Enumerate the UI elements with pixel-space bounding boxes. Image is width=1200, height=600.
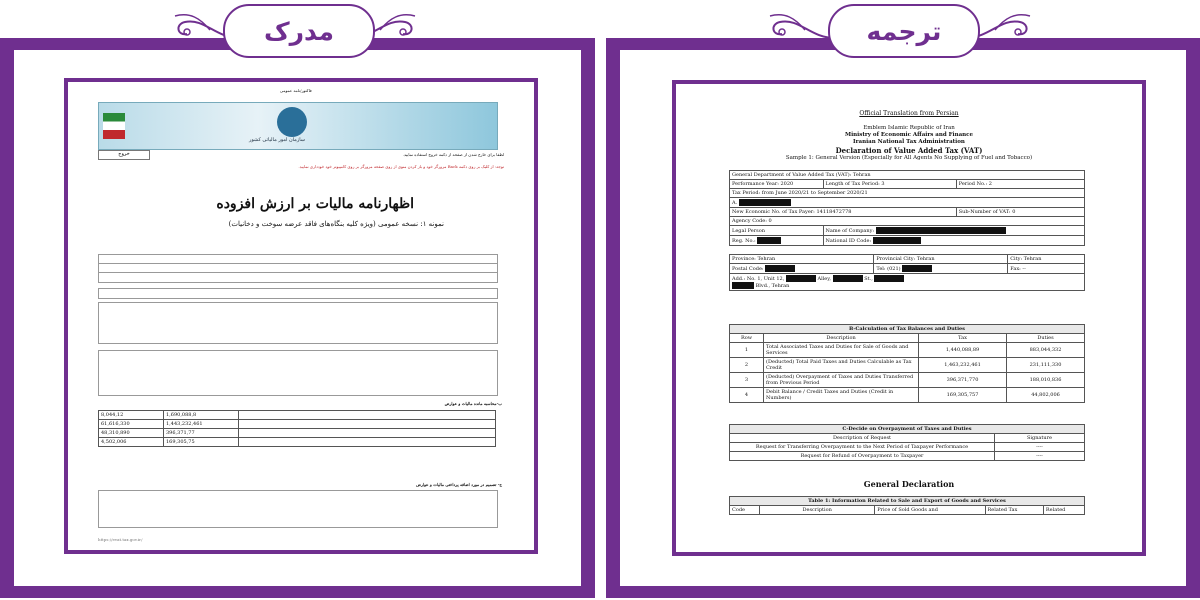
reg-no-label: Reg. No.: [732, 238, 756, 244]
b-row [730, 373, 1085, 388]
redacted-block [786, 275, 816, 282]
tax-banner [98, 102, 498, 150]
b-cell-tax: 169,305,757 [919, 388, 1007, 403]
address-table [729, 254, 1085, 291]
economic-no: New Economic No. of Tax Payer: 14118472778 [730, 208, 957, 217]
c-cell-description: Request for Refund of Overpayment to Taxpayer [730, 452, 995, 461]
amount-duties: 4,502,006 [99, 438, 164, 447]
period-length: Length of Tax Period: 3 [823, 180, 956, 189]
translation-line-1: Official Translation from Persian [859, 110, 959, 117]
fax: Fax: -- [1008, 264, 1085, 274]
amount-row [99, 411, 496, 420]
city: City: Tehran [1008, 255, 1085, 264]
b-cell-description: Total Associated Taxes and Duties for Sale of Goods and Services [764, 343, 919, 358]
b-cell-row-number: 2 [730, 358, 764, 373]
tax-period: Tax Period: from June 2020/21 to September 2020/21 [730, 189, 1085, 198]
redacted-block [902, 265, 932, 272]
c-head-signature: Signature [995, 434, 1085, 443]
b-cell-duties: 231,111,330 [1007, 358, 1085, 373]
form-box [98, 302, 498, 344]
b-cell-row-number: 1 [730, 343, 764, 358]
company-name-label: Name of Company: [825, 228, 875, 234]
translation-line-5: Declaration of Value Added Tax (VAT) [835, 146, 983, 155]
redacted-block [732, 282, 754, 289]
postal-code-label: Postal Code: [732, 266, 764, 272]
translation-document [672, 80, 1146, 556]
original-amounts-table [98, 410, 496, 447]
flag-icon [103, 113, 125, 139]
redacted-block [739, 199, 791, 206]
amount-duties: 8,044,12 [99, 411, 164, 420]
agency-code: Agency Code: 0 [730, 217, 1085, 226]
amount-duties: 61,616,330 [99, 420, 164, 429]
t1-head-description: Description [760, 506, 875, 515]
form-row [98, 288, 498, 299]
right-ornament-icon [710, 8, 840, 48]
amount-row [99, 438, 496, 447]
translation-line-4: Iranian National Tax Administration [853, 139, 965, 145]
b-cell-row-number: 4 [730, 388, 764, 403]
translation-line-6: Sample 1: General Version (Especially for All Agents No Supplying of Fuel and Tobacco) [785, 155, 1033, 161]
original-title: مدرک [223, 4, 375, 58]
b-head-description: Description [764, 334, 919, 343]
b-cell-duties: 188,010,836 [1007, 373, 1085, 388]
national-id-label: National ID Code: [825, 238, 872, 244]
b-cell-tax: 396,371,770 [919, 373, 1007, 388]
b-cell-description: Debit Balance / Credit Taxes and Duties (Credit in Numbers) [764, 388, 919, 403]
original-document [64, 78, 538, 554]
t1-head-tax: Related Tax [985, 506, 1043, 515]
amount-tax: 396,371,77 [164, 429, 239, 438]
form-heading: اظهارنامه مالیات بر ارزش افزوده [216, 196, 414, 212]
tel-label: Tel: (021) [876, 266, 901, 272]
b-head-tax: Tax [919, 334, 1007, 343]
redacted-block [874, 275, 904, 282]
section-a-table [729, 170, 1085, 246]
amount-tax: 169,305,75 [164, 438, 239, 447]
amount-duties: 48,310,890 [99, 429, 164, 438]
province: Province: Tehran [730, 255, 874, 264]
general-declaration: General Declaration [863, 479, 955, 489]
form-subheading: نمونه ۱: نسخه عمومی (ویژه کلیه بنگاه‌های فاقد عرضه سوخت و دخانیات) [228, 220, 444, 228]
redacted-block [876, 227, 1006, 234]
redacted-block [757, 237, 781, 244]
amount-description [239, 420, 496, 429]
amount-tax: 1,690,088,8 [164, 411, 239, 420]
c-cell-signature: ---- [995, 452, 1085, 461]
t1-head-code: Code [730, 506, 760, 515]
b-cell-description: (Deducted) Total Paid Taxes and Duties Calculable as Tax Credit [764, 358, 919, 373]
section-c-title: ج- تصمیم در مورد اضافه پرداختی مالیات و عوارض [416, 482, 502, 487]
b-cell-row-number: 3 [730, 373, 764, 388]
translation-line-3: Ministry of Economic Affairs and Finance [845, 132, 973, 138]
redacted-block [873, 237, 921, 244]
performance-year: Performance Year: 2020 [730, 180, 824, 189]
translation-title: ترجمه [828, 4, 980, 58]
form-box [98, 490, 498, 528]
b-row [730, 343, 1085, 358]
section-a-label: A. [732, 200, 738, 206]
t1-head-price: Price of Sold Goods and [875, 506, 985, 515]
section-c-table [729, 424, 1085, 461]
b-row [730, 358, 1085, 373]
footer-url: https://evat.tax.gov.ir/ [98, 537, 143, 542]
vat-sub-number: Sub-Number of VAT: 0 [956, 208, 1084, 217]
c-row [730, 452, 1085, 461]
b-head-duties: Duties [1007, 334, 1085, 343]
b-head-row: Row [730, 334, 764, 343]
b-cell-tax: 1,440,088,89 [919, 343, 1007, 358]
t1-head-related: Related [1043, 506, 1084, 515]
table-1-title: Table 1: Information Related to Sale and Export of Goods and Services [730, 497, 1085, 506]
banner-text: سازمان امور مالیاتی کشور [249, 137, 305, 143]
amount-description [239, 438, 496, 447]
street-label: St., [864, 276, 873, 282]
amount-description [239, 429, 496, 438]
b-cell-duties: 44,802,006 [1007, 388, 1085, 403]
table-1 [729, 496, 1085, 515]
form-box [98, 350, 498, 396]
b-row [730, 388, 1085, 403]
section-b-table [729, 324, 1085, 403]
translation-line-2: Emblem Islamic Republic of Iran [863, 125, 955, 131]
c-head-description: Description of Request [730, 434, 995, 443]
provincial-city: Provincial City: Tehran [874, 255, 1008, 264]
form-row [98, 272, 498, 283]
amount-tax: 1,443,232,461 [164, 420, 239, 429]
top-note: فاکتور/نامه عمومی [280, 88, 312, 93]
section-c-title: C-Decide on Overpayment of Taxes and Duties [730, 425, 1085, 434]
b-cell-description: (Deducted) Overpayment of Taxes and Duties Transferred from Previous Period [764, 373, 919, 388]
notice-line-2: توجه: از کلیک بر روی دکمه Back مرورگر خود و باز کردن منوی از روی صفحه مرورگر بر روی کامپیوتر خود خودداری نمایید. [298, 164, 504, 169]
amount-row [99, 420, 496, 429]
section-b-title: B-Calculation of Tax Balances and Duties [730, 325, 1085, 334]
c-row [730, 443, 1085, 452]
vat-department: General Department of Value Added Tax (VAT): Tehran [730, 171, 1085, 180]
b-cell-duties: 883,044,332 [1007, 343, 1085, 358]
exit-button[interactable]: خروج [98, 150, 150, 160]
amount-row [99, 429, 496, 438]
c-cell-signature: ---- [995, 443, 1085, 452]
period-no: Period No.: 2 [956, 180, 1084, 189]
redacted-block [833, 275, 863, 282]
boulevard-label: Blvd., Tehran [755, 283, 790, 289]
emblem-icon [277, 107, 307, 137]
redacted-block [765, 265, 795, 272]
c-cell-description: Request for Transferring Overpayment to the Next Period of Taxpayer Performance [730, 443, 995, 452]
b-cell-tax: 1,463,232,461 [919, 358, 1007, 373]
alley-label: Alley, [817, 276, 832, 282]
section-b-title: ب-محاسبه مانده مالیات و عوارض [444, 401, 502, 406]
legal-person: Legal Person [730, 226, 824, 236]
amount-description [239, 411, 496, 420]
notice-line-1: لطفا برای خارج شدن از صفحه از دکمه خروج استفاده نمایید. [402, 152, 504, 157]
address-line: Add.: No. 1, Unit 12, [732, 276, 785, 282]
